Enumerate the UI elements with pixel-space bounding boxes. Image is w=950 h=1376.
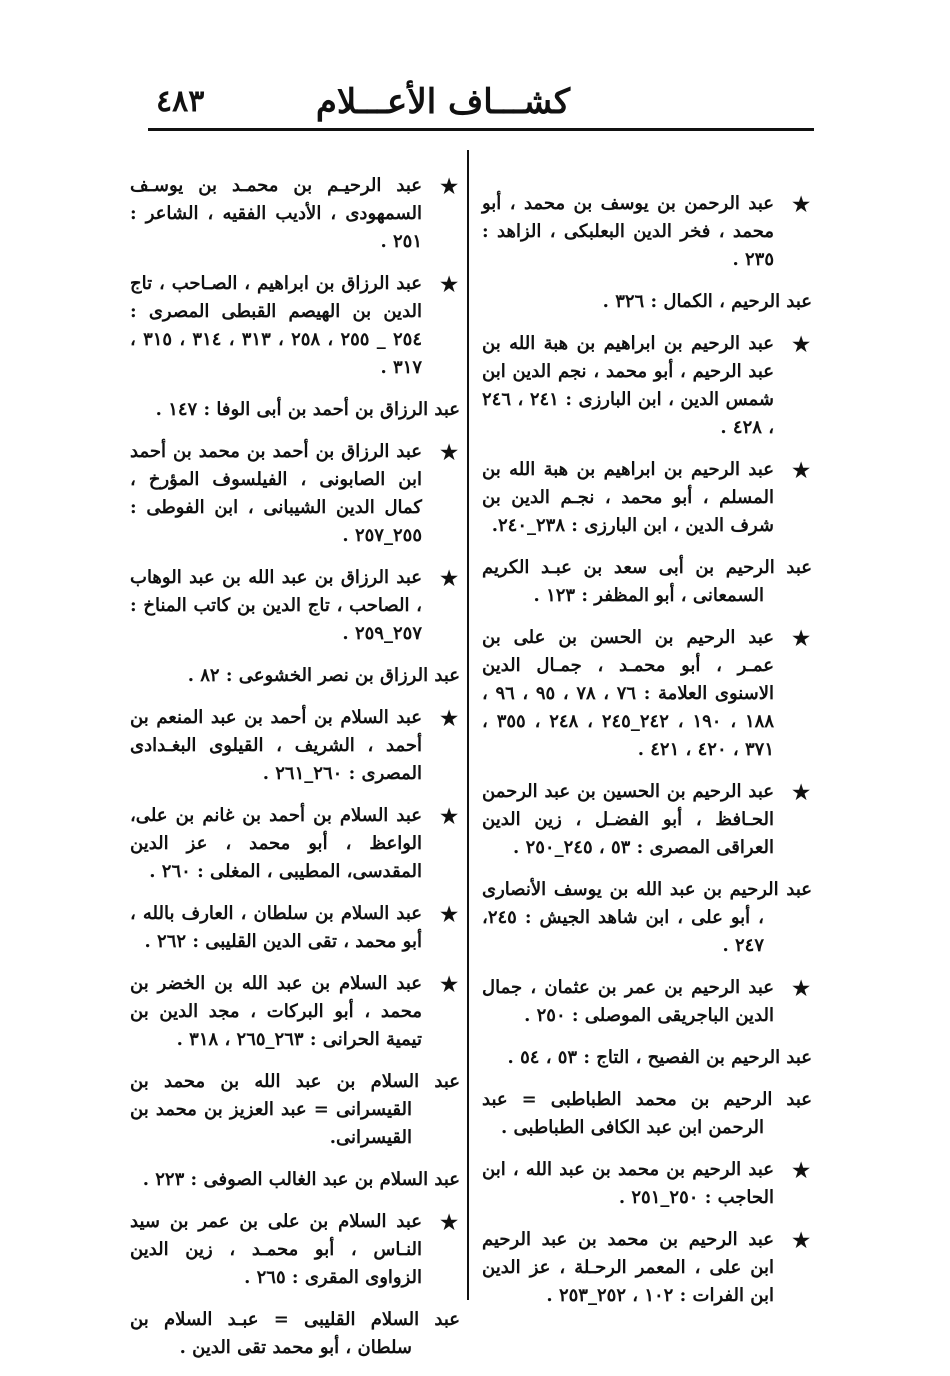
index-entry bbox=[130, 1068, 460, 1152]
entry-text: عبد السلام بن سلطان ، العارف بالله ، أبو محمد ، تقى الدين القليبى : ٢٦٢ . bbox=[130, 903, 422, 952]
index-entry bbox=[482, 456, 812, 540]
star-icon: ★ bbox=[440, 972, 458, 996]
star-icon: ★ bbox=[792, 458, 810, 482]
star-icon: ★ bbox=[792, 192, 810, 216]
entry-text: عبد الرزاق بن عبد الله بن عبد الوهاب ، الصاحب ، تاج الدين بن كاتب المناخ : ٢٥٧_٢٥٩ . bbox=[130, 567, 422, 644]
entry-text: عبد الرحيم بن محمد بن عبد الله ، ابن الحاجب : ٢٥٠_٢٥١ . bbox=[482, 1159, 774, 1208]
entry-text: عبد السلام بن عبد الله بن الخضر بن محمد ، أبو البركات ، مجد الدين بن تيمية الحرانى : ٢٦٣_٢٦٥ ، ٣١٨ . bbox=[130, 973, 422, 1050]
entry-text: عبد الرحيم بن أبى سعد بن عبـد الكريم السمعانى ، أبو المظفر : ١٢٣ . bbox=[482, 557, 812, 606]
entry-text: عبد الرحيـم بن محمـد بن يوسـف السمهودى ، الأديب الفقيه ، الشاعر : ٢٥١ . bbox=[130, 175, 422, 252]
entry-text: عبد السلام بن عبد الله بن محمد بن القيسرانى = عبد العزيز بن محمد بن القيسرانى. bbox=[130, 1071, 460, 1148]
entry-text: عبد الرحيم ، الكمال : ٣٢٦ . bbox=[602, 291, 812, 312]
entry-text: عبد الرحيم بن عبد الله بن يوسف الأنصارى ، أبو على ، ابن شاهد الجيش : ٢٤٥، ٢٤٧ . bbox=[482, 879, 812, 956]
star-icon: ★ bbox=[440, 902, 458, 926]
entry-text: عبد الرحيم بن ابراهيم بن هبة الله بن عبد الرحيم ، أبو محمد ، نجم الدين ابن شمس الدين ، ابن البارزى : ٢٤١ ، ٢٤٦ ، ٤٢٨ . bbox=[482, 333, 775, 438]
index-entry bbox=[130, 564, 460, 648]
entry-text: عبد الرحيم بن الفصيح ، التاج : ٥٣ ، ٥٤ . bbox=[507, 1047, 812, 1068]
entry-text: عبد السلام بن أحمد بن عبد المنعم بن أحمد ، الشريف ، القيلوى البغـدادى المصرى : ٢٦٠_٢٦١ . bbox=[130, 707, 422, 784]
entry-text: عبد الرحيم بن محمد الطباطبى = عبد الرحمن ابن عبد الكافى الطباطبى . bbox=[482, 1089, 812, 1138]
star-icon: ★ bbox=[440, 440, 458, 464]
index-entry bbox=[482, 1226, 812, 1310]
star-icon: ★ bbox=[440, 804, 458, 828]
star-icon: ★ bbox=[792, 780, 810, 804]
entry-text: عبد الرزاق بن أحمد بن محمد بن أحمد ابن الصابونى ، الفيلسوف المؤرخ ، كمال الدين الشيبانى ، ابن الفوطى : ٢٥٥_٢٥٧ . bbox=[130, 441, 422, 546]
entry-text: عبد الرحيم بن عمر بن عثمان ، جمال الدين الباجريقى الموصلى : ٢٥٠ . bbox=[482, 977, 774, 1026]
star-icon: ★ bbox=[792, 626, 810, 650]
star-icon: ★ bbox=[440, 174, 458, 198]
index-entry bbox=[482, 876, 812, 960]
star-icon: ★ bbox=[440, 706, 458, 730]
index-entry bbox=[130, 438, 460, 550]
index-entry bbox=[482, 778, 812, 862]
star-icon: ★ bbox=[792, 332, 810, 356]
star-icon: ★ bbox=[440, 272, 458, 296]
index-entry bbox=[130, 172, 460, 256]
entry-text: عبد السلام بن عبد الغالب الصوفى : ٢٢٣ . bbox=[142, 1169, 460, 1190]
right-column bbox=[482, 190, 812, 1324]
index-entry bbox=[482, 1044, 812, 1072]
page-title: كشـــاف الأعـــلام bbox=[315, 82, 570, 122]
entry-text: عبد الرزاق بن أحمد بن أبى الوفا : ١٤٧ . bbox=[155, 399, 460, 420]
page-header bbox=[148, 82, 820, 132]
index-entry bbox=[482, 624, 812, 764]
entry-text: عبد الرحيم بن الحسين بن عبد الرحمن الحـافظ ، أبو الفضـل ، زين الدين العراقى المصرى : ٥٣ ، ٢٤٥_٢٥٠ . bbox=[482, 781, 774, 858]
index-entry bbox=[130, 1166, 460, 1194]
entry-text: عبد الرحمن بن يوسف بن محمد ، أبو محمد ، فخر الدين البعلبكى ، الزاهد : ٢٣٥ . bbox=[482, 193, 774, 270]
page-number: ٤٨٣ bbox=[156, 84, 205, 119]
index-entry bbox=[482, 1156, 812, 1212]
entry-text: عبد السلام بن على بن عمر بن سيد النـاس ، أبو محمـد ، زين الدين الزواوى المقرى : ٢٦٥ . bbox=[130, 1211, 422, 1288]
star-icon: ★ bbox=[792, 1158, 810, 1182]
index-entry bbox=[482, 288, 812, 316]
index-entry bbox=[130, 396, 460, 424]
index-entry bbox=[130, 270, 460, 382]
index-entry bbox=[482, 974, 812, 1030]
entry-text: عبد الرحيم بن ابراهيم بن هبة الله بن المسلم ، أبو محمد ، نجـم الدين بن شرف الدين ، ابن البارزى : ٢٣٨_٢٤٠. bbox=[482, 459, 774, 536]
star-icon: ★ bbox=[440, 566, 458, 590]
star-icon: ★ bbox=[440, 1210, 458, 1234]
column-divider bbox=[467, 150, 469, 1300]
entry-text: عبد الرزاق بن نصر الخشوعى : ٨٢ . bbox=[187, 665, 460, 686]
index-entry bbox=[130, 1306, 460, 1362]
header-rule bbox=[148, 128, 814, 131]
star-icon: ★ bbox=[792, 1228, 810, 1252]
entry-text: عبد الرحيم بن الحسن بن على بن عمـر ، أبو محمـد ، جمـال الدين الاسنوى العلامة : ٧٦ ، ٧٨ ، ٩٥ ، ٩٦ ، ١٨٨ ، ١٩٠ ، ٢٤٢_٢٤٥ ، ٢٤٨ ، ٣٥٥ ، ٣٧١ ، ٤٢٠ ، ٤٢١ . bbox=[482, 627, 775, 760]
index-entry bbox=[130, 704, 460, 788]
entry-text: عبد السلام القليبى = عبـد السلام بن سلطان ، أبو محمد تقى الدين . bbox=[130, 1309, 460, 1358]
index-entry bbox=[130, 802, 460, 886]
entry-text: عبد الرحيم بن محمد بن عبد الرحيم ابن على ، المعمر الرحـلة ، عز الدين ابن الفرات : ١٠٢ ، ٢٥٢_٢٥٣ . bbox=[482, 1229, 774, 1306]
star-icon: ★ bbox=[792, 976, 810, 1000]
index-entry bbox=[130, 900, 460, 956]
index-entry bbox=[482, 190, 812, 274]
index-entry bbox=[130, 970, 460, 1054]
index-entry bbox=[482, 330, 812, 442]
index-entry bbox=[130, 1208, 460, 1292]
index-entry bbox=[482, 554, 812, 610]
entry-text: عبد السلام بن أحمد بن غانم بن على، الواعظ ، أبو محمد ، عز الدين المقدسى، المطيبى ، المغلى : ٢٦٠ . bbox=[130, 805, 422, 882]
entry-text: عبد الرزاق بن ابراهيم ، الصـاحب ، تاج الدين بن الهيصم القبطى المصرى : ٢٥٤ _ ٢٥٥ ، ٢٥٨ ، ٣١٣ ، ٣١٤ ، ٣١٥ ، ٣١٧ . bbox=[130, 273, 423, 378]
index-entry bbox=[130, 662, 460, 690]
left-column bbox=[130, 172, 460, 1376]
index-entry bbox=[482, 1086, 812, 1142]
